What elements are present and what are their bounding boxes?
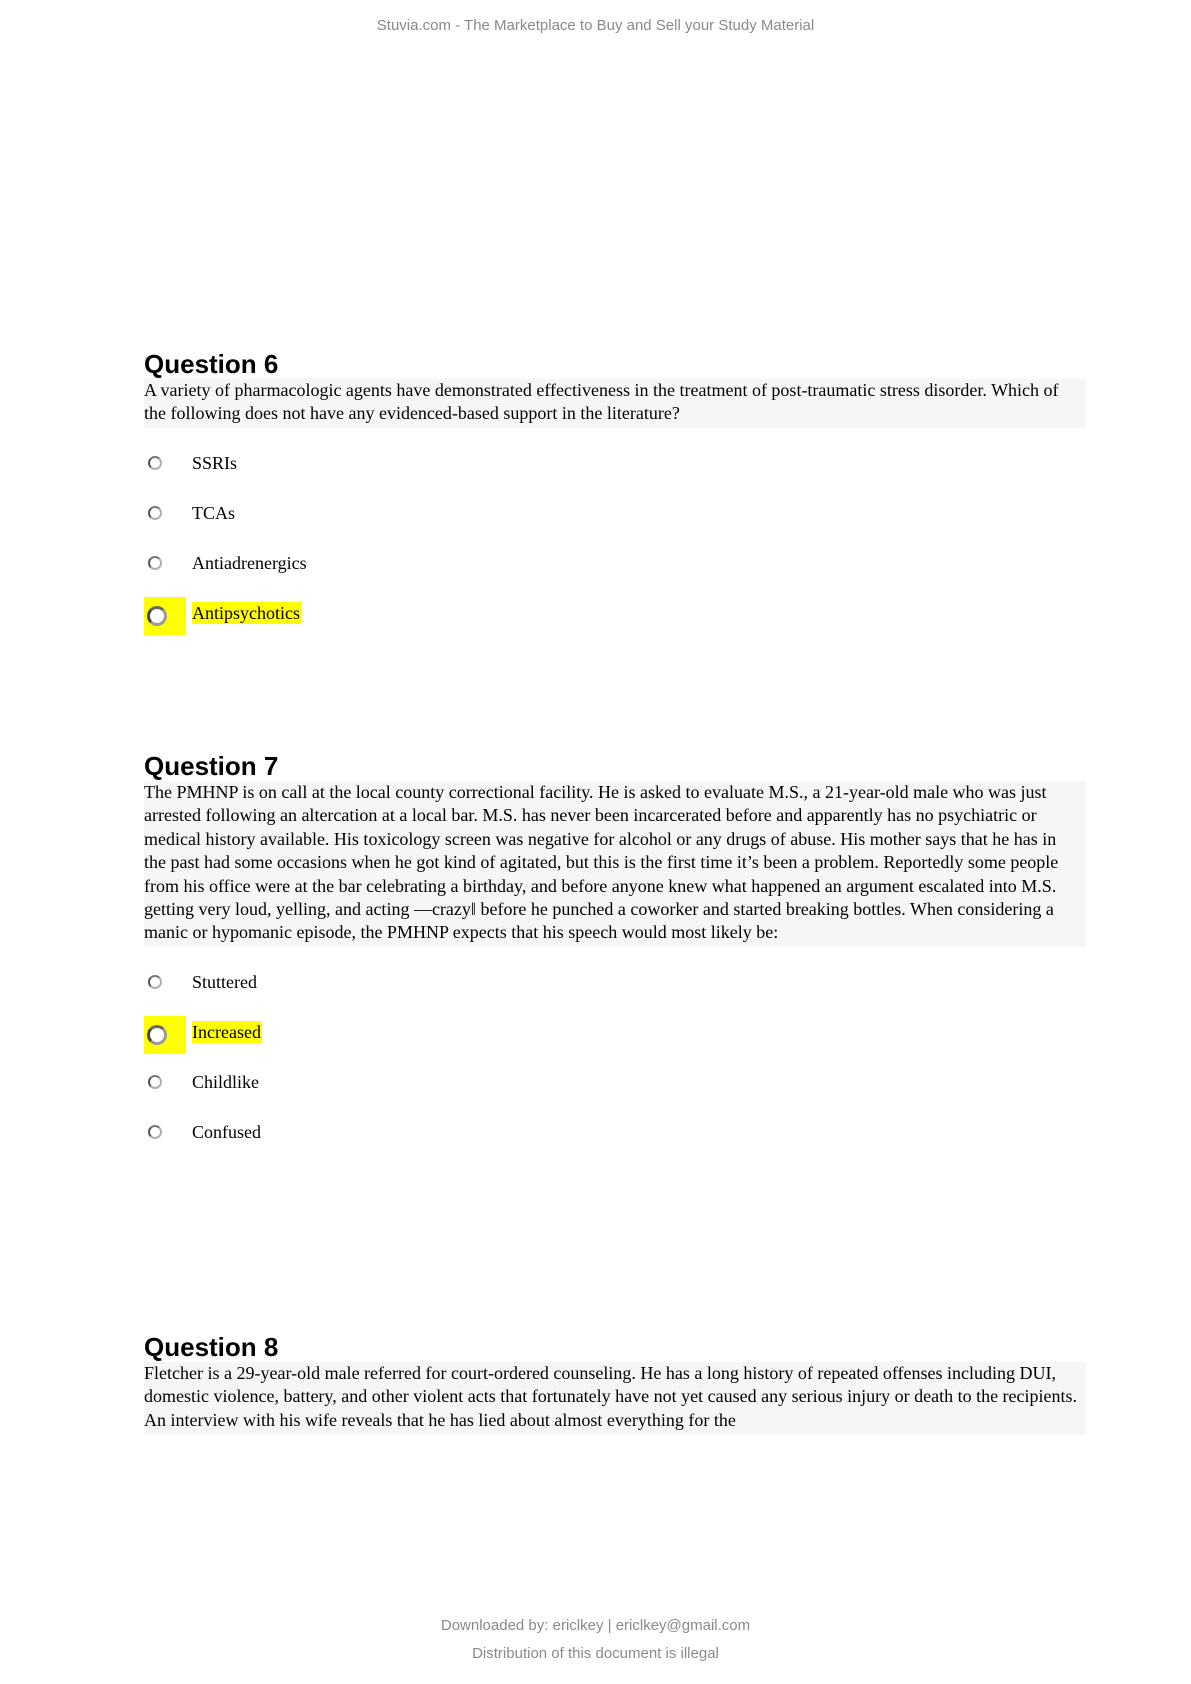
question-title: Question 8 — [144, 1332, 279, 1362]
page-header: Stuvia.com - The Marketplace to Buy and Sell your Study Material — [376, 17, 815, 34]
option-label: Confused — [192, 1121, 261, 1142]
question-6 — [144, 350, 1086, 652]
option-stuttered[interactable] — [144, 971, 1086, 1021]
option-label: SSRIs — [192, 452, 238, 473]
option-antiadrenergics[interactable] — [144, 552, 1086, 602]
question-text: A variety of pharmacologic agents have demonstrated effectiveness in the treatment of post-traumatic stress disorder. Which of the following does not have any evidenced-based support in the literature? — [144, 379, 1086, 428]
radio-button-icon[interactable] — [148, 456, 162, 470]
radio-button-icon[interactable] — [148, 975, 162, 989]
radio-button-selected-icon[interactable] — [147, 1025, 167, 1045]
option-confused[interactable] — [144, 1121, 1086, 1171]
option-label: Increased — [192, 1021, 261, 1042]
option-label: Stuttered — [192, 971, 257, 992]
option-label: TCAs — [192, 502, 236, 523]
radio-button-icon[interactable] — [148, 1125, 162, 1139]
radio-button-selected-icon[interactable] — [147, 606, 167, 626]
option-increased[interactable] — [144, 1021, 1086, 1071]
question-8 — [144, 1333, 1086, 1434]
option-tcas[interactable] — [144, 502, 1086, 552]
question-text: The PMHNP is on call at the local county correctional facility. He is asked to evaluate M.S., a 21-year-old male who was just arrested following an altercation at a local bar. M.S. has never been incarcerated before and apparently has no psychiatric or medical history available. His toxicology screen was negative for alcohol or any drugs of abuse. His mother says that he has in the past had some occasions when he got kind of agitated, but this is the first time it’s been a problem. Reportedly some people from his office were at the bar celebrating a birthday, and before anyone knew what happened an argument escalated into M.S. getting very loud, yelling, and acting ―crazy‖ before he punched a coworker and started breaking bottles. When considering a manic or hypomanic episode, the PMHNP expects that his speech would most likely be: — [144, 781, 1086, 947]
answer-options — [144, 452, 1086, 652]
radio-button-icon[interactable] — [148, 506, 162, 520]
question-title: Question 7 — [144, 751, 279, 781]
option-antipsychotics[interactable] — [144, 602, 1086, 652]
question-text: Fletcher is a 29-year-old male referred for court-ordered counseling. He has a long history of repeated offenses including DUI, domestic violence, battery, and other violent acts that fortunately have not yet caused any serious injury or death to the recipients. An interview with his wife reveals that he has lied about almost everything for the — [144, 1362, 1086, 1434]
option-label: Childlike — [192, 1071, 259, 1092]
radio-button-icon[interactable] — [148, 556, 162, 570]
option-childlike[interactable] — [144, 1071, 1086, 1121]
footer-distribution-notice: Distribution of this document is illegal — [472, 1645, 719, 1662]
question-title: Question 6 — [144, 349, 279, 379]
footer-downloaded-by: Downloaded by: ericlkey | ericlkey@gmail.com — [440, 1617, 751, 1634]
answer-options — [144, 971, 1086, 1171]
option-label: Antipsychotics — [192, 602, 300, 623]
option-ssris[interactable] — [144, 452, 1086, 502]
option-label: Antiadrenergics — [192, 552, 307, 573]
radio-button-icon[interactable] — [148, 1075, 162, 1089]
question-7 — [144, 752, 1086, 1171]
